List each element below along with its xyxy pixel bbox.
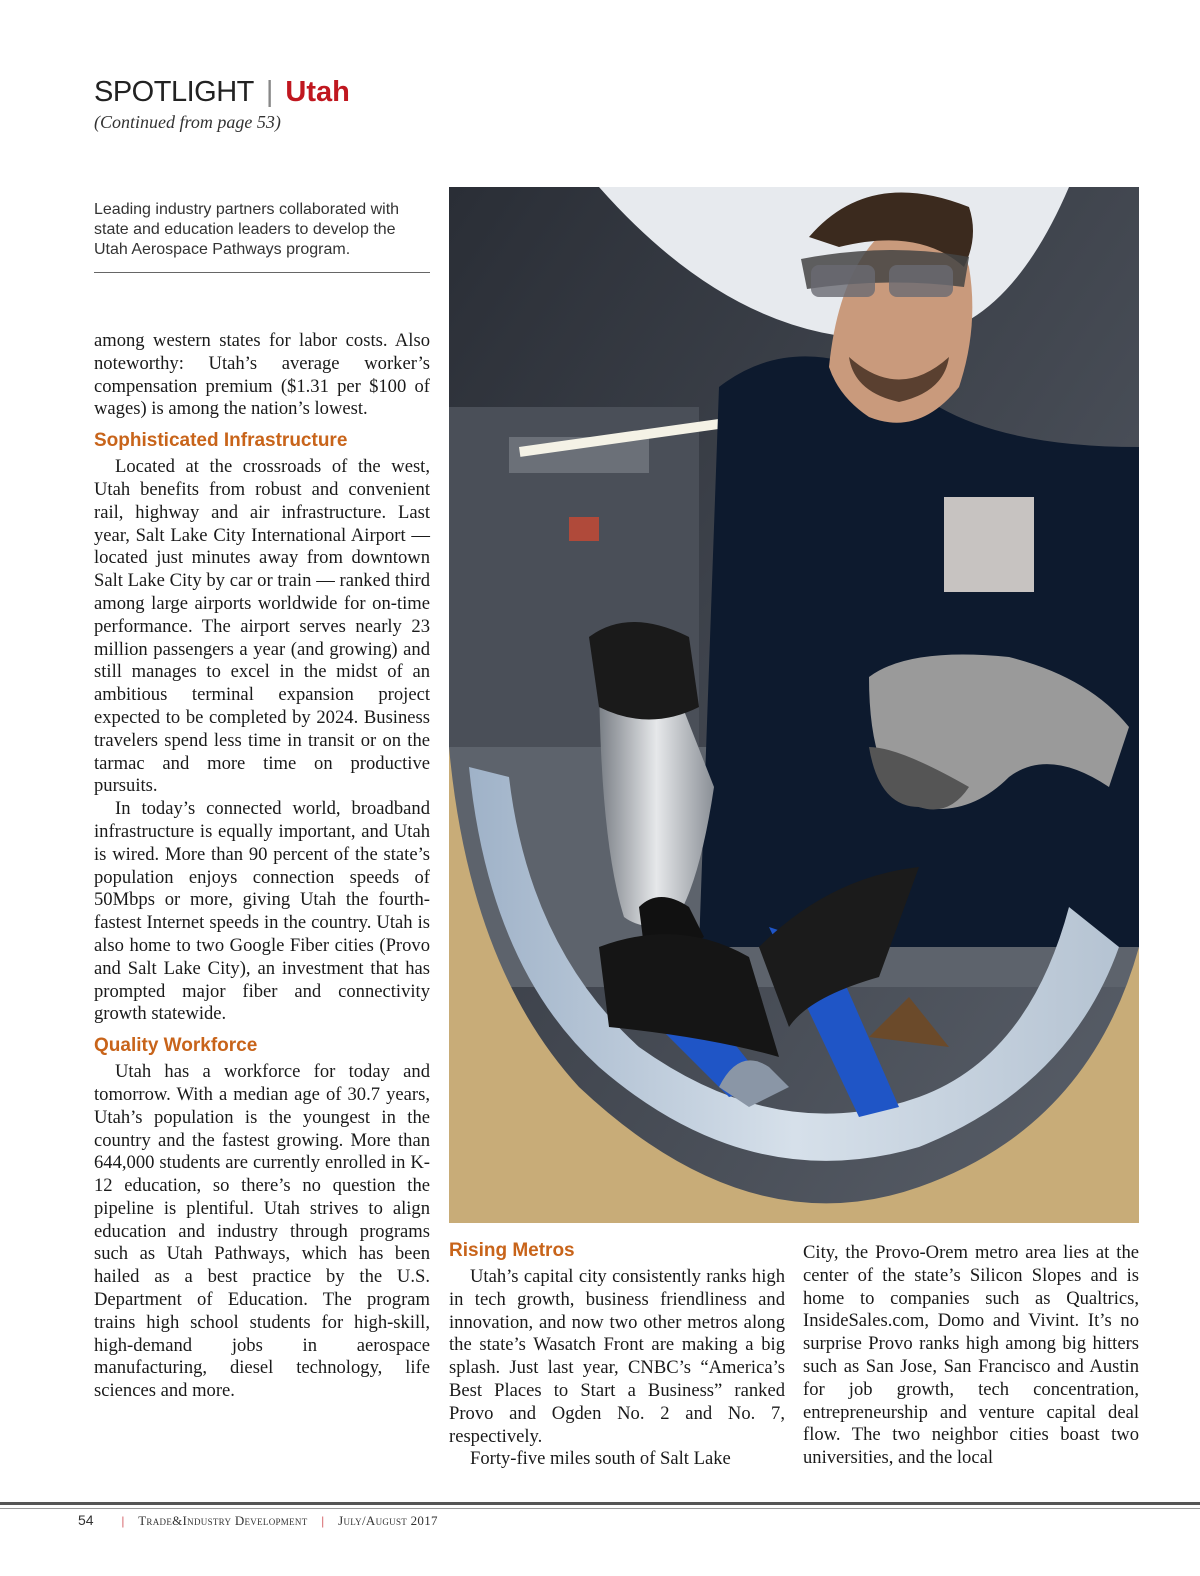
workforce-heading: Quality Workforce (94, 1035, 258, 1057)
section-title (94, 74, 350, 110)
footer-separator-1: | (121, 1513, 125, 1528)
infrastructure-heading: Sophisticated Infrastructure (94, 430, 348, 452)
infrastructure-paragraph-2: In today’s connected world, broadband infrastructure is equally important, and Utah is wired. More than 90 percent of the state’s population enjoys connection speeds of 50Mbps or more, giving Utah the fourth-fastest Internet speeds in the country. Utah is also home to two Google Fiber cities (Provo and Salt Lake City), an investment that has prompted major fiber and connectivity growth statewide. (94, 798, 430, 1025)
footer-separator-2: | (321, 1513, 325, 1528)
infrastructure-paragraph-1: Located at the crossroads of the west, Utah benefits from robust and convenient rail, highway and air infrastructure. Last year, Salt Lake City International Airport — located just minutes away from downtown Salt Lake City by car or train — ranked third among large airports worldwide for on-time performance. The airport serves nearly 23 million passengers a year (and growing) and still manages to excel in the midst of an ambitious terminal expansion project expected to be completed by 2024. Business travelers spend less time in transit or on the tarmac and more time on productive pursuits. (94, 456, 430, 797)
page-footer (78, 1512, 438, 1529)
publication-name: Trade&Industry Development (138, 1513, 308, 1528)
article-column-right (803, 1242, 1139, 1470)
page-number: 54 (78, 1512, 94, 1528)
metros-paragraph-2-start: Forty-five miles south of Salt Lake (470, 1448, 731, 1470)
continued-note: (Continued from page 53) (94, 112, 281, 132)
article-column-middle (449, 1239, 785, 1471)
page-header (94, 74, 350, 133)
photo-caption: Leading industry partners collaborated with state and education leaders to develop the Utah Aerospace Pathways program. (94, 200, 430, 273)
header-separator: | (265, 76, 274, 108)
metros-paragraph-1: Utah’s capital city consistently ranks high in tech growth, business friendliness and innovation, and now two other metros along the state’s Wasatch Front are making a big splash. Just last year, CNBC’s “America’s Best Places to Start a Business” ranked Provo and Ogden No. 2 and No. 7, respectively. (449, 1266, 785, 1447)
issue-date: July/August 2017 (338, 1513, 438, 1528)
intro-paragraph: among western states for labor costs. Also noteworthy: Utah’s average worker’s compensation premium ($1.31 per $100 of wages) is among the nation’s lowest. (94, 330, 430, 420)
metros-paragraph-2-continued: City, the Provo-Orem metro area lies at the center of the state’s Silicon Slopes and is home to companies such as Qualtrics, InsideSales.com, Domo and Vivint. It’s no surprise Provo ranks high among big hitters such as San Jose, San Francisco and Austin for job growth, tech concentration, entrepreneurship and venture capital deal flow. The two neighbor cities boast two universities, and the local (803, 1242, 1139, 1469)
footer-rule-thin (0, 1508, 1200, 1509)
worker-photo-illustration (449, 187, 1139, 1223)
workforce-paragraph-1: Utah has a workforce for today and tomorrow. With a median age of 30.7 years, Utah’s population is the youngest in the country and the fastest growing. More than 644,000 students are currently enrolled in K-12 education, so there’s no question the pipeline is plentiful. Utah strives to align education and industry through programs such as Utah Pathways, which has been hailed as a best practice by the U.S. Department of Education. The program trains high school students for high-skill, high-demand jobs in aerospace manufacturing, diesel technology, life sciences and more. (94, 1061, 430, 1402)
section-label: SPOTLIGHT (94, 76, 254, 108)
worker-photo (449, 187, 1139, 1223)
metros-heading: Rising Metros (449, 1240, 575, 1261)
footer-rule (0, 1502, 1200, 1505)
state-label: Utah (285, 76, 350, 108)
article-column-left (94, 330, 430, 1403)
